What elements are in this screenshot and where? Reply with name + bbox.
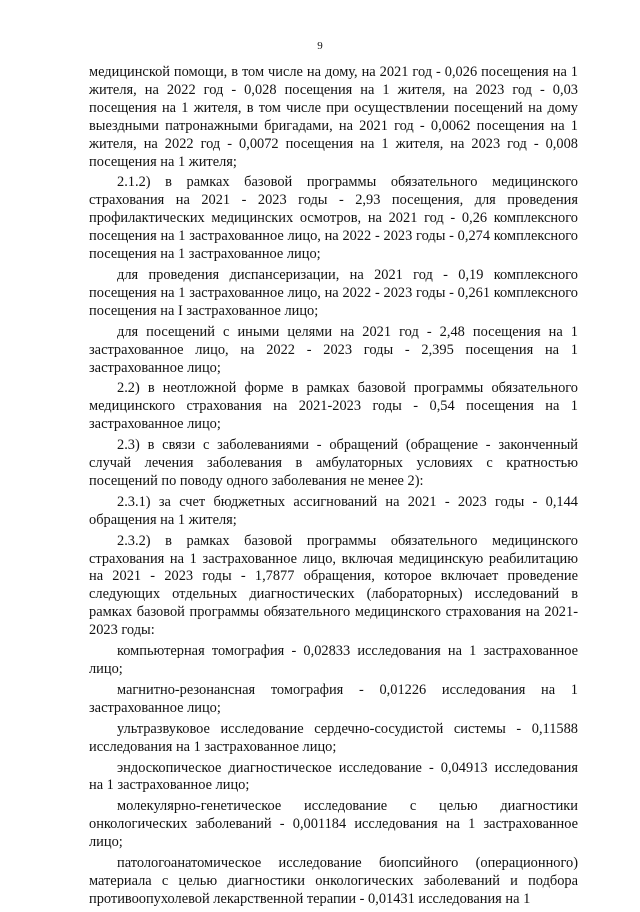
paragraph: компьютерная томография - 0,02833 исследования на 1 застрахованное лицо; — [89, 643, 578, 677]
paragraph: 2.3.2) в рамках базовой программы обязательного медицинского страхования на 1 застрахованное лицо, включая медицинскую реабилитацию на 2021 - 2023 годы - 1,7877 обращения, которое включает проведение следующих отдельных диагностических (лабораторных) исследований в рамках базовой программы обязательного медицинского страхования на 2021-2023 годы: — [89, 532, 578, 639]
paragraph: эндоскопическое диагностическое исследование - 0,04913 исследования на 1 застрахованное лицо; — [89, 759, 578, 794]
page-number: 9 — [317, 40, 323, 52]
paragraph: 2.1.2) в рамках базовой программы обязательного медицинского страхования на 2021 - 2023 годы - 2,93 посещения, для проведения профилактических медицинских осмотров, на 2021 год - 0,26 комплексного посещения на 1 застрахованное лицо, на 2022 - 2023 годы - 0,274 комплексного посещения на 1 застрахованное лицо; — [89, 174, 578, 263]
paragraph: ультразвуковое исследование сердечно-сосудистой системы - 0,11588 исследования на 1 застрахованное лицо; — [89, 720, 578, 755]
paragraph: 2.3) в связи с заболеваниями - обращений (обращение - законченный случай лечения заболевания в амбулаторных условиях с кратностью посещений по поводу одного заболевания не менее 2): — [89, 437, 578, 489]
paragraph: для проведения диспансеризации, на 2021 год - 0,19 комплексного посещения на 1 застрахованное лицо, на 2022 - 2023 годы - 0,261 комплексного посещения на I застрахованное лицо; — [89, 266, 578, 319]
paragraph: 2.2) в неотложной форме в рамках базовой программы обязательного медицинского страхования на 2021-2023 годы - 0,54 посещения на 1 застрахованное лицо; — [89, 380, 578, 433]
paragraph: магнитно-резонансная томография - 0,01226 исследования на 1 застрахованное лицо; — [89, 681, 578, 716]
paragraph: молекулярно-генетическое исследование с целью диагностики онкологических заболеваний - 0,001184 исследования на 1 застрахованное лицо; — [89, 798, 578, 851]
body-text — [89, 64, 578, 912]
paragraph: 2.3.1) за счет бюджетных ассигнований на 2021 - 2023 годы - 0,144 обращения на 1 жителя; — [89, 493, 578, 528]
paragraph: для посещений с иными целями на 2021 год - 2,48 посещения на 1 застрахованное лицо, на 2022 - 2023 годы - 2,395 посещения на 1 застрахованное лицо; — [89, 323, 578, 376]
paragraph: медицинской помощи, в том числе на дому, на 2021 год - 0,026 посещения на 1 жителя, на 2022 год - 0,028 посещения на 1 жителя, на 2023 год - 0,03 посещения на 1 жителя, в том числе при осуществлении посещений на дому выездными патронажными бригадами, на 2021 год - 0,0062 посещения на 1 жителя, на 2022 год - 0,0072 посещения на 1 жителя, на 2023 год - 0,008 посещения на 1 жителя; — [89, 64, 578, 170]
paragraph: патологоанатомическое исследование биопсийного (операционного) материала с целью диагностики онкологических заболеваний и подбора противоопухолевой лекарственной терапии - 0,01431 исследования на 1 — [89, 855, 578, 907]
